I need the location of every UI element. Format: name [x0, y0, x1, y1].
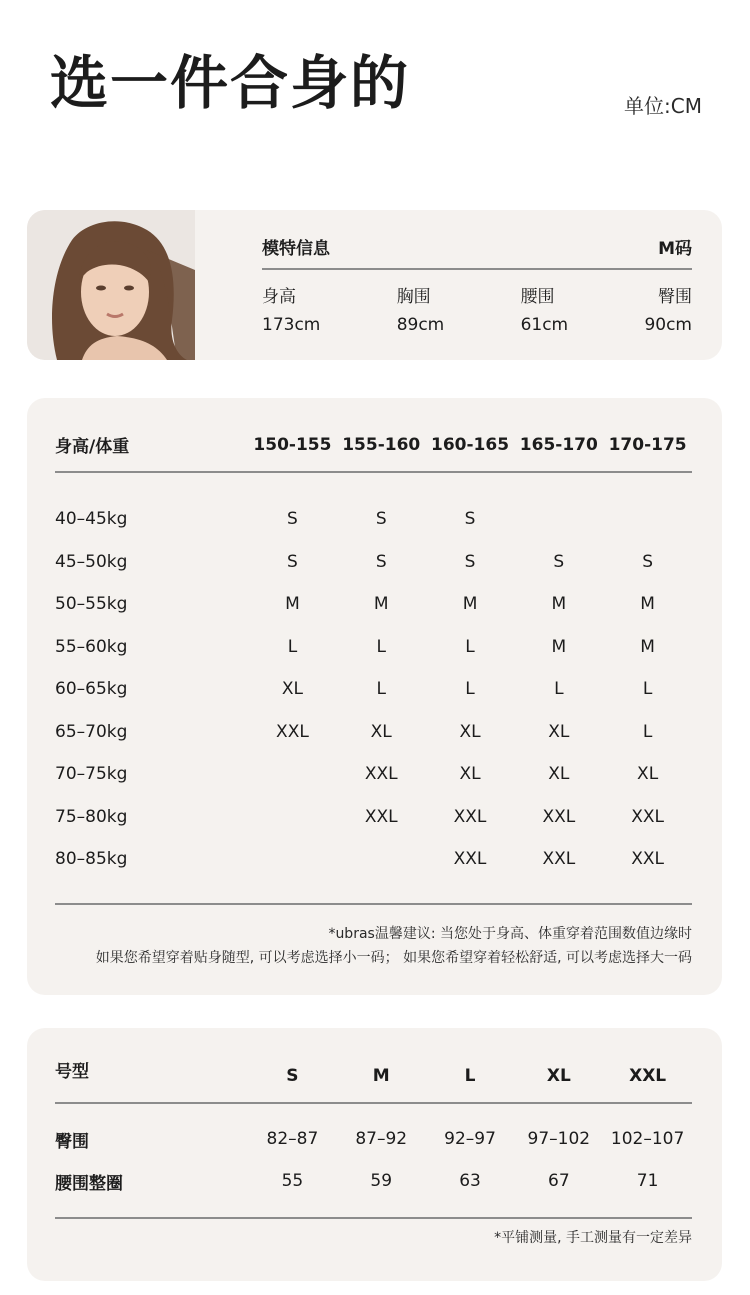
size-cell: L	[465, 636, 475, 657]
size-advice-note-2: 如果您希望穿着贴身随型, 可以考虑选择小一码； 如果您希望穿着轻松舒适, 可以考虑选择大一码	[95, 950, 692, 966]
stat-hip	[644, 282, 692, 335]
measure-cell: 67	[548, 1171, 570, 1191]
stat-bust	[397, 282, 445, 335]
model-info-label: 模特信息	[262, 239, 330, 259]
size-chart-rows	[55, 498, 692, 881]
size-cell: S	[464, 509, 476, 530]
weight-label: 80–85kg	[55, 849, 128, 870]
size-cell: XL	[459, 764, 481, 785]
measurements-divider	[55, 1102, 692, 1104]
size-cell: XXL	[542, 806, 576, 827]
column-header: XL	[546, 1066, 571, 1086]
size-chart-header	[55, 432, 692, 457]
stat-value: 89cm	[396, 315, 445, 335]
size-advice-note-1: *ubras温馨建议: 当您处于身高、体重穿着范围数值边缘时	[328, 926, 692, 942]
size-cell: XL	[548, 721, 570, 742]
table-row	[55, 668, 692, 711]
table-row	[55, 541, 692, 584]
size-cell: M	[373, 594, 389, 615]
weight-label: 50–55kg	[55, 594, 128, 615]
table-row	[55, 838, 692, 881]
stat-name: 胸围	[396, 287, 431, 307]
size-cell: XL	[548, 764, 570, 785]
measurements-rows	[55, 1118, 692, 1202]
size-cell: S	[553, 551, 565, 572]
measure-cell: 63	[459, 1171, 481, 1191]
size-cell: L	[554, 679, 564, 700]
table-row	[55, 583, 692, 626]
model-size-label: M码	[658, 239, 692, 259]
size-cell: S	[287, 509, 298, 530]
size-cell: XXL	[364, 764, 398, 785]
size-cell: L	[642, 721, 653, 742]
size-cell: XXL	[453, 806, 487, 827]
measurements-card	[27, 1028, 722, 1281]
measure-cell: 55	[281, 1171, 304, 1191]
size-cell: L	[642, 679, 653, 700]
model-portrait-image	[27, 210, 195, 360]
unit-label: 单位:CM	[624, 94, 702, 118]
size-chart-bottom-divider	[55, 903, 692, 905]
size-cell: S	[464, 551, 476, 572]
stat-name: 身高	[262, 287, 296, 307]
size-cell: XXL	[631, 806, 664, 827]
column-header: M	[372, 1066, 390, 1086]
size-cell: XL	[281, 679, 303, 700]
model-stats	[262, 282, 692, 335]
table-row	[55, 1118, 692, 1160]
weight-label: 70–75kg	[55, 764, 128, 785]
measure-cell: 59	[370, 1171, 393, 1191]
stat-waist	[521, 282, 569, 335]
size-cell: XXL	[542, 849, 576, 870]
model-divider	[262, 268, 692, 270]
size-cell: M	[640, 636, 655, 657]
measurements-header	[55, 1061, 692, 1086]
weight-label: 45–50kg	[55, 551, 128, 572]
size-cell: M	[551, 594, 567, 615]
model-photo	[27, 210, 195, 360]
size-cell: XXL	[276, 721, 309, 742]
measure-label: 腰围整圈	[55, 1173, 123, 1194]
table-row	[55, 498, 692, 541]
size-cell: S	[287, 551, 298, 572]
measurement-note: *平铺测量, 手工测量有一定差异	[494, 1230, 692, 1246]
weight-label: 55–60kg	[55, 636, 128, 657]
measure-cell: 71	[636, 1171, 659, 1191]
table-row	[55, 711, 692, 754]
size-cell: XXL	[364, 806, 398, 827]
column-header: 155-160	[342, 434, 421, 455]
weight-label: 60–65kg	[55, 679, 128, 700]
column-header: S	[286, 1066, 299, 1086]
table-row	[55, 796, 692, 839]
measurements-bottom-divider	[55, 1217, 692, 1219]
measure-cell: 97–102	[527, 1129, 591, 1149]
size-cell: M	[551, 636, 567, 657]
measure-cell: 87–92	[355, 1129, 408, 1149]
measure-cell: 92–97	[444, 1129, 496, 1149]
column-header: 170-175	[608, 434, 687, 455]
stat-value: 90cm	[644, 315, 692, 335]
stat-name: 臀围	[657, 287, 692, 307]
stat-value: 61cm	[520, 315, 569, 335]
model-info-card	[27, 210, 722, 360]
page-title: 选一件合身的	[50, 49, 411, 117]
size-cell: L	[376, 636, 386, 657]
size-cell: L	[376, 679, 386, 700]
stat-name: 腰围	[520, 287, 555, 307]
stat-value: 173cm	[262, 315, 321, 335]
stat-height	[262, 282, 320, 335]
measure-cell: 102–107	[610, 1129, 685, 1149]
size-cell: XL	[459, 721, 481, 742]
size-cell: XL	[370, 721, 392, 742]
weight-label: 40–45kg	[55, 509, 128, 530]
weight-label: 65–70kg	[55, 721, 128, 742]
table-row	[55, 753, 692, 796]
size-chart-card	[27, 398, 722, 995]
column-header: 150-155	[253, 434, 332, 455]
size-cell: XXL	[631, 849, 664, 870]
size-cell: M	[462, 594, 478, 615]
size-chart-divider	[55, 471, 692, 473]
measure-label: 臀围	[55, 1131, 89, 1152]
size-type-label: 号型	[55, 1061, 89, 1082]
size-cell: L	[465, 679, 475, 700]
column-header: L	[464, 1066, 476, 1086]
weight-label: 75–80kg	[55, 806, 128, 827]
column-header: XXL	[629, 1066, 667, 1086]
table-row	[55, 1160, 692, 1202]
column-header: 165-170	[519, 434, 598, 455]
size-cell: S	[375, 551, 387, 572]
column-header: 160-165	[431, 434, 510, 455]
table-row	[55, 626, 692, 669]
size-cell: M	[640, 594, 655, 615]
size-cell: S	[375, 509, 387, 530]
height-weight-label: 身高/体重	[55, 437, 130, 457]
size-cell: XL	[637, 764, 659, 785]
size-cell: S	[642, 551, 654, 572]
size-cell: M	[285, 594, 300, 615]
measure-cell: 82–87	[266, 1129, 319, 1149]
size-cell: L	[287, 636, 298, 657]
size-cell: XXL	[453, 849, 487, 870]
